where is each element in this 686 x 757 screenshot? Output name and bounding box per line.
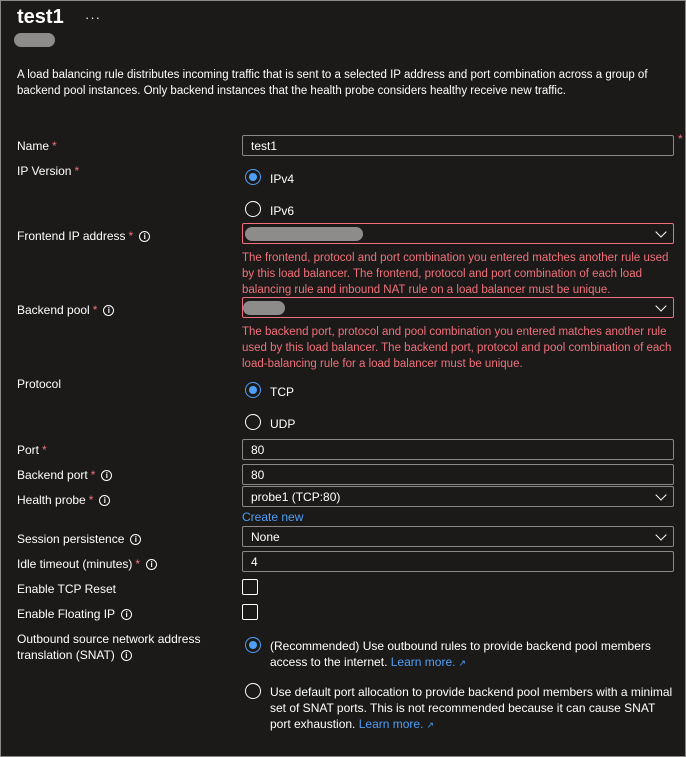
name-label: Name * xyxy=(17,139,57,153)
port-label: Port * xyxy=(17,443,47,457)
info-icon[interactable]: i xyxy=(146,559,157,570)
health-probe-dropdown[interactable] xyxy=(242,486,674,507)
session-persistence-dropdown[interactable] xyxy=(242,526,674,547)
required-mark: * xyxy=(128,229,134,243)
ipv4-label: IPv4 xyxy=(270,172,295,186)
radio-unselected-icon[interactable] xyxy=(245,201,261,217)
required-mark: * xyxy=(74,164,80,178)
redacted-value xyxy=(245,227,363,241)
page-title: test1 xyxy=(17,6,64,28)
info-icon[interactable]: i xyxy=(121,650,132,661)
snat-outbound-rules-option[interactable] xyxy=(245,637,670,671)
external-link-icon: ↗ xyxy=(426,720,434,730)
create-new-link[interactable]: Create new xyxy=(242,510,304,524)
required-mark: * xyxy=(88,493,94,507)
info-icon[interactable]: i xyxy=(103,305,114,316)
required-mark: * xyxy=(92,303,98,317)
chevron-down-icon xyxy=(655,226,666,237)
chevron-down-icon xyxy=(655,489,666,500)
required-mark: * xyxy=(90,468,96,482)
protocol-label: Protocol xyxy=(17,377,62,391)
required-mark: * xyxy=(52,139,57,153)
radio-selected-icon[interactable] xyxy=(245,169,261,185)
ip-version-label: IP Version * xyxy=(17,164,80,178)
page-description: A load balancing rule distributes incoming traffic that is sent to a selected IP address and port combination across a group of backend pool instances. Only backend instances that the health probe considers healthy receive new traffic. xyxy=(17,69,648,97)
udp-radio-option[interactable] xyxy=(245,414,295,431)
required-mark: * xyxy=(135,557,141,571)
info-icon[interactable]: i xyxy=(121,609,132,620)
tcp-label: TCP xyxy=(270,385,294,399)
session-persistence-label: Session persistence i xyxy=(17,532,141,546)
radio-selected-icon[interactable] xyxy=(245,382,261,398)
ipv6-radio-option[interactable] xyxy=(245,201,294,218)
tcp-reset-checkbox[interactable] xyxy=(242,579,258,595)
external-link-icon: ↗ xyxy=(458,658,466,668)
idle-timeout-input[interactable] xyxy=(242,551,674,572)
required-mark: * xyxy=(42,443,47,457)
ipv4-radio-option[interactable] xyxy=(245,169,294,186)
backend-port-label: Backend port * i xyxy=(17,468,112,482)
info-icon[interactable]: i xyxy=(130,534,141,545)
learn-more-link[interactable]: Learn more. xyxy=(390,655,456,669)
frontend-ip-label: Frontend IP address * i xyxy=(17,229,150,243)
tcp-reset-label: Enable TCP Reset xyxy=(17,582,116,596)
backend-pool-dropdown[interactable] xyxy=(242,297,674,318)
redacted-subtitle xyxy=(14,33,55,47)
snat-label-line2: translation (SNAT) i xyxy=(17,648,132,662)
tcp-radio-option[interactable] xyxy=(245,382,294,399)
info-icon[interactable]: i xyxy=(101,470,112,481)
backend-port-input[interactable] xyxy=(242,464,674,485)
radio-selected-icon[interactable] xyxy=(245,637,261,653)
backend-pool-error: The backend port, protocol and pool combination you entered matches another rule used by this load balancer. The backend port, protocol and pool combination of each load-balancing rule for a load balancer must be unique. xyxy=(242,326,672,370)
floating-ip-label: Enable Floating IP i xyxy=(17,607,132,621)
snat-option2-text: Use default port allocation to provide backend pool members with a minimal set of SNAT ports. This is not recommended because it can cause SNAT port exhaustion. Learn more. ↗ xyxy=(270,685,673,731)
info-icon[interactable]: i xyxy=(99,495,110,506)
redacted-value xyxy=(243,301,285,315)
more-actions-icon[interactable]: ··· xyxy=(85,10,101,25)
chevron-down-icon xyxy=(655,529,666,540)
health-probe-value: probe1 (TCP:80) xyxy=(251,489,341,504)
udp-label: UDP xyxy=(270,417,296,431)
name-input[interactable] xyxy=(242,135,674,156)
idle-timeout-label: Idle timeout (minutes) * i xyxy=(17,557,157,571)
port-input[interactable] xyxy=(242,439,674,460)
info-icon[interactable]: i xyxy=(139,231,150,242)
snat-option1-text: (Recommended) Use outbound rules to provide backend pool members access to the internet. Learn more. ↗ xyxy=(270,639,651,669)
floating-ip-checkbox[interactable] xyxy=(242,604,258,620)
frontend-ip-error: The frontend, protocol and port combination you entered matches another rule used by this load balancer. The frontend, protocol and port combination of each load balancing rule and inbound NAT rule on a load balancer must be unique. xyxy=(242,252,669,296)
snat-label-line1: Outbound source network address xyxy=(17,632,201,646)
required-mark: * xyxy=(678,132,683,146)
frontend-ip-dropdown[interactable] xyxy=(242,223,674,244)
snat-default-port-option[interactable] xyxy=(245,683,673,733)
ipv6-label: IPv6 xyxy=(270,204,295,218)
radio-unselected-icon[interactable] xyxy=(245,683,261,699)
learn-more-link[interactable]: Learn more. xyxy=(358,717,424,731)
chevron-down-icon xyxy=(655,300,666,311)
backend-pool-label: Backend pool * i xyxy=(17,303,114,317)
radio-unselected-icon[interactable] xyxy=(245,414,261,430)
session-persistence-value: None xyxy=(251,529,280,544)
health-probe-label: Health probe * i xyxy=(17,493,110,507)
